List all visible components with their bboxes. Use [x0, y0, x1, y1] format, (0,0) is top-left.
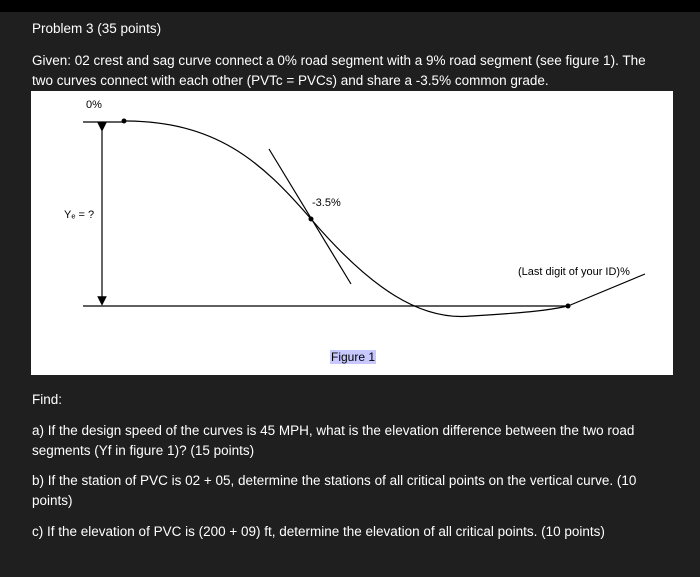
common-grade-tangent	[269, 149, 351, 284]
yf-label: Yₑ = ?	[64, 209, 95, 221]
question-a-line-1: a) If the design speed of the curves is 45 MPH, what is the elevation difference between the two road	[32, 423, 635, 438]
pvt-sag-point	[566, 304, 571, 309]
question-b-line-1: b) If the station of PVC is 02 + 05, determine the stations of all critical points on the vertical curve. (10	[32, 473, 637, 488]
pvtc-pvcs-point	[309, 217, 314, 222]
vertical-curve-diagram	[31, 91, 673, 375]
question-c-line-1: c) If the elevation of PVC is (200 + 09) ft, determine the elevation of all critical points. (10 points)	[32, 524, 605, 539]
given-line-2: two curves connect with each other (PVTc = PVCs) and share a -3.5% common grade.	[32, 73, 549, 88]
question-a-line-2: segments (Yf in figure 1)? (15 points)	[32, 443, 255, 458]
final-grade-line	[568, 274, 645, 306]
pvc-point	[122, 119, 127, 124]
figure-1-panel	[31, 91, 673, 375]
problem-title: Problem 3 (35 points)	[32, 21, 162, 36]
figure-caption: Figure 1	[331, 350, 376, 364]
top-grade-label: 0%	[86, 99, 102, 111]
crest-curve	[124, 121, 311, 219]
common-grade-label: -3.5%	[312, 197, 341, 209]
find-heading: Find:	[32, 392, 63, 407]
top-bar	[0, 0, 700, 12]
given-line-1: Given: 02 crest and sag curve connect a 0% road segment with a 9% road segment (see figure 1). The	[32, 53, 646, 68]
last-grade-label: (Last digit of your ID)%	[518, 266, 630, 278]
question-b-line-2: points)	[32, 493, 73, 508]
